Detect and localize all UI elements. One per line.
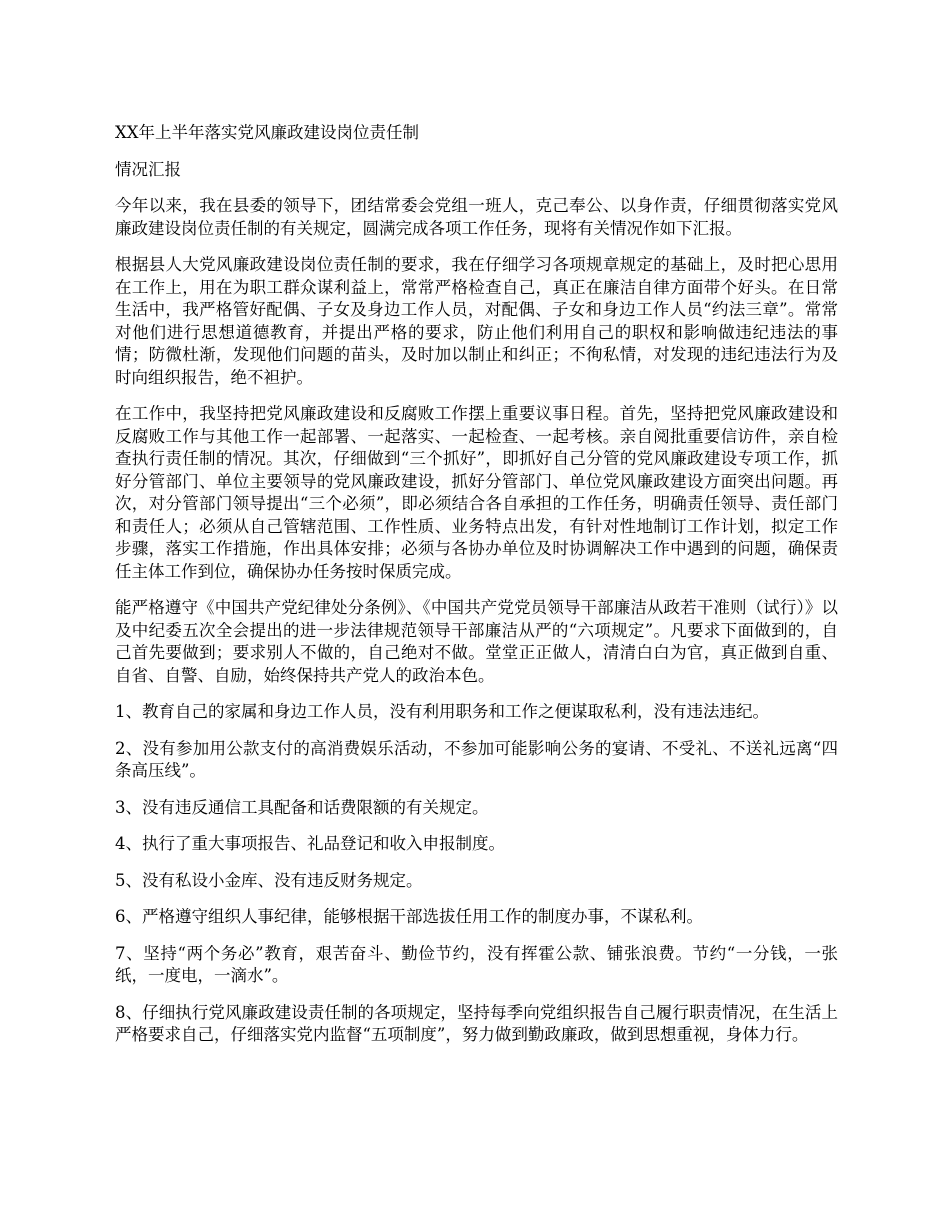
list-item-4: 4、执行了重大事项报告、礼品登记和收入申报制度。 xyxy=(115,834,505,853)
paragraph-intro: 今年以来，我在县委的领导下，团结常委会党组一班人，克己奉公、以身作责，仔细贯彻落实党风廉政建设岗位责任制的有关规定，圆满完成各项工作任务，现将有关情况作如下汇报。 xyxy=(115,196,838,238)
paragraph-self-discipline: 根据县人大党风廉政建设岗位责任制的要求，我在仔细学习各项规章规定的基础上，及时把心思用在工作上，用在为职工群众谋利益上，常常严格检查自己，真正在廉洁自律方面带个好头。在日常生活中，我严格管好配偶、子女及身边工作人员，对配偶、子女和身边工作人员“约法三章”。常常对他们进行思想道德教育，并提出严格的要求，防止他们利用自己的职权和影响做违纪违法的事情；防微杜渐，发现他们问题的苗头，及时加以制止和纠正；不徇私情，对发现的违纪违法行为及时向组织报告，绝不袒护。 xyxy=(115,255,838,387)
document-page xyxy=(115,122,838,1061)
list-item-7: 7、坚持“两个务必”教育，艰苦奋斗、勤俭节约，没有挥霍公款、铺张浪费。节约“一分钱，一张纸，一度电，一滴水”。 xyxy=(115,943,838,985)
list-item-2: 2、没有参加用公款支付的高消费娱乐活动，不参加可能影响公务的宴请、不受礼、不送礼远离“四条高压线”。 xyxy=(115,738,838,780)
paragraph-work: 在工作中，我坚持把党风廉政建设和反腐败工作摆上重要议事日程。首先，坚持把党风廉政建设和反腐败工作与其他工作一起部署、一起落实、一起检查、一起考核。亲自阅批重要信访件，亲自检查执行责任制的情况。其次，仔细做到“三个抓好”，即抓好自己分管的党风廉政建设专项工作，抓好分管部门、单位主要领导的党风廉政建设，抓好分管部门、单位党风廉政建设方面突出问题。再次，对分管部门领导提出“三个必须”，即必须结合各自承担的工作任务，明确责任领导、责任部门和责任人；必须从自己管辖范围、工作性质、业务特点出发，有针对性地制订工作计划，拟定工作步骤，落实工作措施，作出具体安排；必须与各协办单位及时协调解决工作中遇到的问题，确保责任主体工作到位，确保协办任务按时保质完成。 xyxy=(115,404,838,581)
list-item-1: 1、教育自己的家属和身边工作人员，没有利用职务和工作之便谋取私利，没有违法违纪。 xyxy=(115,702,769,721)
list-item-5: 5、没有私设小金库、没有违反财务规定。 xyxy=(115,870,423,890)
document-subtitle: 情况汇报 xyxy=(115,159,181,179)
paragraph-regulations: 能严格遵守《中国共产党纪律处分条例》、《中国共产党党员领导干部廉洁从政若干准则（试行）》以及中纪委五次全会提出的进一步法律规范领导干部廉洁从严的“六项规定”。凡要求下面做到的，自己首先要做到；要求别人不做的，自己绝对不做。堂堂正正做人，清清白白为官，真正做到自重、自省、自警、自励，始终保持共产党人的政治本色。 xyxy=(115,598,838,685)
list-item-8: 8、仔细执行党风廉政建设责任制的各项规定，坚持每季向党组织报告自己履行职责情况，在生活上严格要求自己，仔细落实党内监督“五项制度”，努力做到勤政廉政，做到思想重视，身体力行。 xyxy=(115,1002,838,1044)
list-item-3: 3、没有违反通信工具配备和话费限额的有关规定。 xyxy=(115,797,489,817)
document-title: XX年上半年落实党风廉政建设岗位责任制 xyxy=(115,123,419,142)
list-item-6: 6、严格遵守组织人事纪律，能够根据干部选拔任用工作的制度办事，不谋私利。 xyxy=(115,907,703,926)
